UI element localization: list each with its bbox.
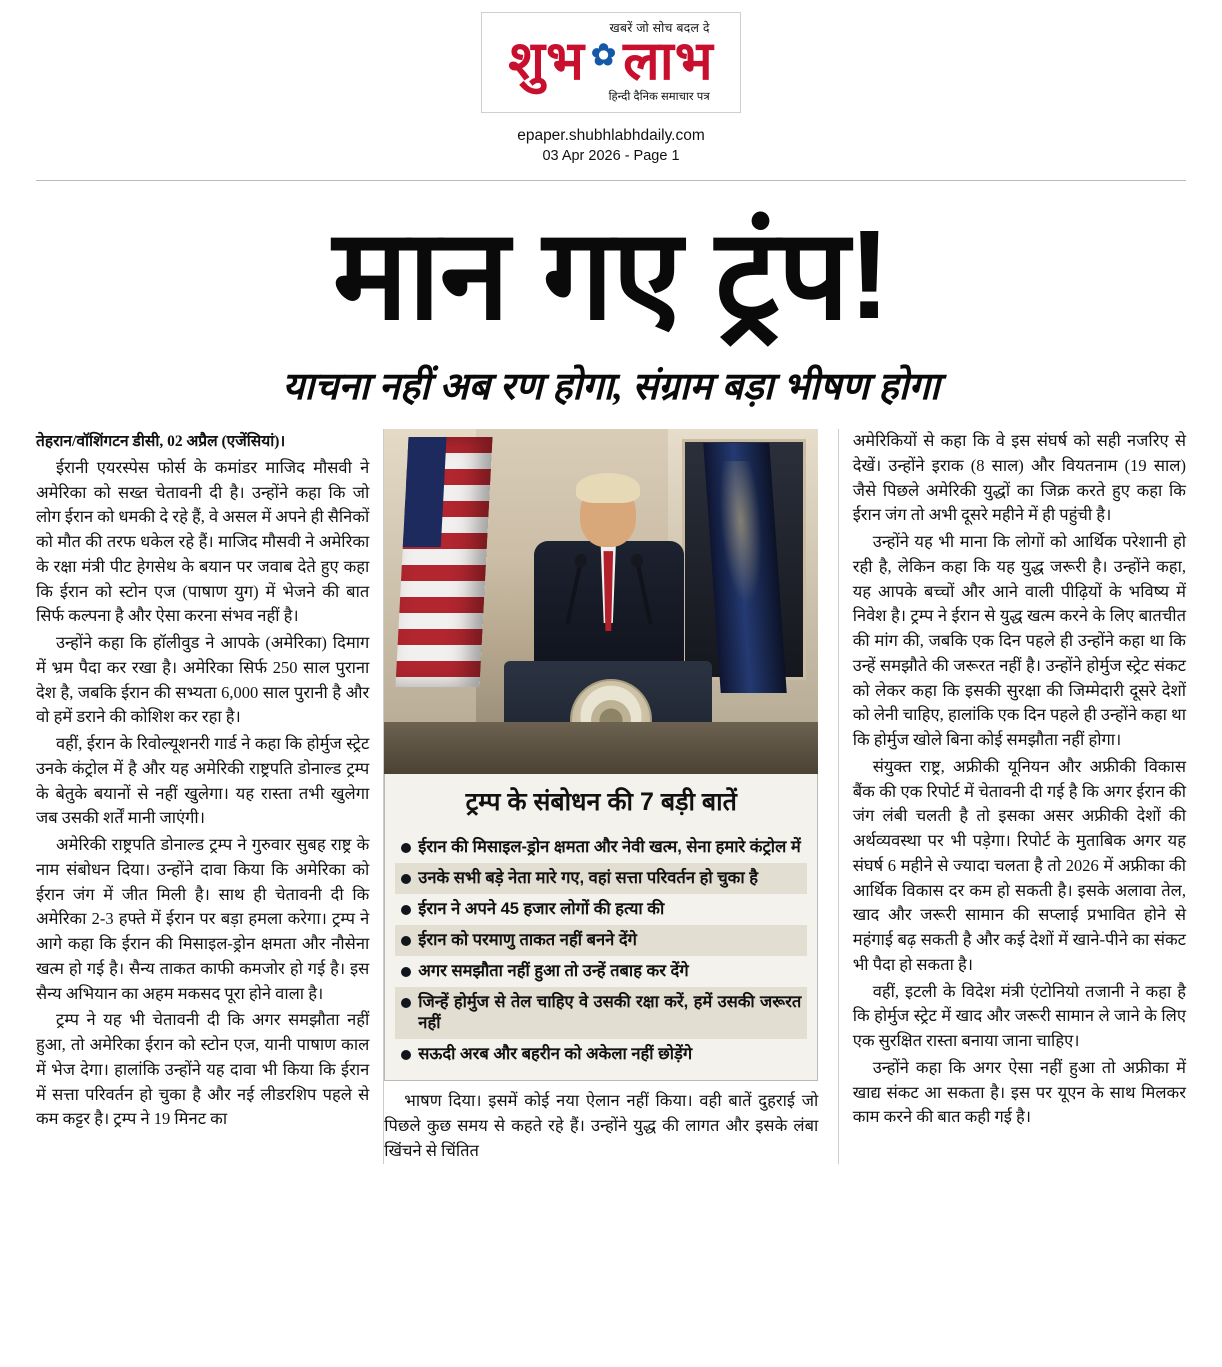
- highlight-text: ईरान की मिसाइल-ड्रोन क्षमता और नेवी खत्म, सेना हमारे कंट्रोल में: [418, 837, 801, 856]
- bullet-icon: [401, 1050, 411, 1060]
- logo-word-left: शुभ: [508, 31, 585, 91]
- article-paragraph: [36, 429, 369, 454]
- masthead-divider: [36, 180, 1186, 181]
- newspaper-logo: [481, 12, 740, 113]
- logo-tagline-bottom: हिन्दी दैनिक समाचार पत्र: [608, 91, 710, 103]
- main-headline: मान गए ट्रंप!: [332, 204, 890, 345]
- list-item: [395, 894, 807, 925]
- column-right: [838, 429, 1186, 1164]
- article-body: [36, 429, 1186, 1164]
- center-continued-text: [384, 1089, 818, 1163]
- article-paragraph: ट्रम्प ने यह भी चेतावनी दी कि अगर समझौता नहीं हुआ, तो अमेरिका ईरान को स्टोन एज, यानी पाषाण काल में भेज देगा। हालांकि उन्होंने यह दावा भी किया कि ईरान में सत्ता परिवर्तन हो चुका है और नई लीडरशिप पहले से कम कट्टर है। ट्रम्प ने 19 मिनट का: [36, 1010, 370, 1129]
- photo-floor: [384, 722, 818, 774]
- bullet-icon: [401, 905, 411, 915]
- list-item: [395, 832, 807, 863]
- article-paragraph: अमेरिकी राष्ट्रपति डोनाल्ड ट्रम्प ने गुरुवार सुबह राष्ट्र के नाम संबोधन दिया। उन्होंने दावा किया कि अमेरिका को ईरान जंग में जीत मिली है। साथ ही चेतावनी दी कि अमेरिका 2-3 हफ्ते में ईरान पर बड़ा हमला करेगा। ट्रम्प ने आगे कहा कि ईरान की मिसाइल-ड्रोन क्षमता और नौसेना खत्म हो गई है। सैन्य ताकत काफी कमजोर हो गई है। इस सैन्य अभियान का अहम मकसद पूरा होने वाला है।: [36, 835, 370, 1003]
- highlights-box: [384, 774, 818, 1081]
- bullet-icon: [401, 998, 411, 1008]
- highlight-text: उनके सभी बड़े नेता मारे गए, वहां सत्ता परिवर्तन हो चुका है: [418, 868, 758, 887]
- article-paragraph: वहीं, इटली के विदेश मंत्री एंटोनियो तजानी ने कहा है कि होर्मुज स्ट्रेट में खाद और जरूरी सामान ले जाने के लिए एक सुरक्षित रास्ता बनाया जाना चाहिए।: [852, 981, 1186, 1051]
- bullet-icon: [401, 874, 411, 884]
- column-center: [384, 429, 837, 1164]
- speaker-hair: [576, 473, 640, 503]
- list-item: [395, 1039, 807, 1070]
- epaper-url: epaper.shubhlabhdaily.com: [517, 127, 705, 144]
- logo-tagline-top: खबरें जो सोच बदल दे: [609, 21, 710, 35]
- highlights-title: ट्रम्प के संबोधन की 7 बड़ी बातें: [465, 788, 737, 817]
- epaper-date-page: 03 Apr 2026 - Page 1: [542, 148, 680, 164]
- logo-word-right: लाभ: [623, 31, 714, 91]
- article-paragraph: भाषण दिया। इसमें कोई नया ऐलान नहीं किया। वही बातें दुहराई जो पिछले कुछ समय से कहते रहे हैं। उन्होंने युद्ध की लागत और इसके लंबा खिंचने से चिंतित: [384, 1091, 819, 1160]
- article-paragraph: वहीं, ईरान के रिवोल्यूशनरी गार्ड ने कहा कि होर्मुज स्ट्रेट उनके कंट्रोल में है और यह अमेरिकी राष्ट्रपति डोनाल्ड ट्रम्प के बेतुके बयानों से नहीं खुलेगा। यह रास्ता तभी खुलेगा जब उसकी शर्तें मानी जाएंगी।: [36, 734, 370, 828]
- list-item: [395, 987, 807, 1039]
- list-item: [395, 925, 807, 956]
- bullet-icon: [401, 936, 411, 946]
- article-paragraph: उन्होंने कहा कि अगर ऐसा नहीं हुआ तो अफ्रीका में खाद्य संकट आ सकता है। इस पर यूएन के साथ मिलकर काम करने की बात कही गई है।: [852, 1057, 1186, 1127]
- highlight-text: ईरान को परमाणु ताकत नहीं बनने देंगे: [418, 930, 637, 949]
- highlight-text: जिन्हें होर्मुज से तेल चाहिए वे उसकी रक्षा करें, हमें उसकी जरूरत नहीं: [418, 993, 802, 1033]
- highlight-text: ईरान ने अपने 45 हजार लोगों की हत्या की: [418, 899, 665, 918]
- article-paragraph: उन्होंने कहा कि हॉलीवुड ने आपके (अमेरिका) दिमाग में भ्रम पैदा कर रखा है। अमेरिका सिर्फ 250 साल पुराना देश है, जबकि ईरान की सभ्यता 6,000 साल पुरानी है और वो हमें डराने की कोशिश कर रहा है।: [36, 633, 370, 727]
- list-item: [395, 956, 807, 987]
- article-paragraph: ईरानी एयरस्पेस फोर्स के कमांडर माजिद मौसवी ने अमेरिका को सख्त चेतावनी दी है। उन्होंने कहा कि जो लोग ईरान को धमकी दे रहे हैं, वे असल में अपने ही सैनिकों को मौत की तरफ धकेल रहे हैं। माजिद मौसवी ने अमेरिका के रक्षा मंत्री पीट हेगसेथ के बयान पर जवाब देते हुए कहा कि ईरान को स्टोन एज (पाषाण युग) में भेजने की बात सिर्फ कल्पना है और ऐसा करना संभव नहीं है।: [36, 457, 370, 626]
- us-flag: [396, 437, 493, 687]
- ganesh-swirl-icon: ✿: [590, 39, 618, 72]
- highlight-text: अगर समझौता नहीं हुआ तो उन्हें तबाह कर देंगे: [418, 962, 689, 981]
- article-paragraph: उन्होंने यह भी माना कि लोगों को आर्थिक परेशानी हो रही है, लेकिन कहा कि यह युद्ध जरूरी है। उन्होंने कहा, यह आपके बच्चों और आने वाली पीढ़ियों के भविष्य में निवेश है। ट्रम्प ने ईरान से युद्ध खत्म करने के लिए बातचीत की मांग की, जबकि एक दिन पहले ही उन्होंने कहा था कि उन्हें समझौते की जरूरत नहीं है। उन्होंने होर्मुज स्ट्रेट संकट को लेकर कहा कि इसकी सुरक्षा की जिम्मेदारी दूसरे देशों को लेनी चाहिए, हालांकि एक दिन पहले ही उन्होंने कहा था कि होर्मुज खोले बिना कोई समझौता नहीं होगा।: [852, 532, 1186, 750]
- bullet-icon: [401, 967, 411, 977]
- trump-address-photo: [384, 429, 818, 774]
- article-paragraph: अमेरिकियों से कहा कि वे इस संघर्ष को सही नजरिए से देखें। उन्होंने इराक (8 साल) और वियतनाम (19 साल) जैसे पिछले अमेरिकी युद्धों का जिक्र करते हुए कहा कि ईरान जंग तो अभी दूसरे महीने में ही पहुंची है।: [852, 431, 1186, 525]
- logo-wordmark: [508, 31, 714, 91]
- article-paragraph: संयुक्त राष्ट्र, अफ्रीकी यूनियन और अफ्रीकी विकास बैंक की एक रिपोर्ट में चेतावनी दी गई है कि अगर ईरान की जंग लंबी चलती है तो इसका असर अफ्रीकी देशों की अर्थव्यवस्था पर भी पड़ेगा। रिपोर्ट के मुताबिक अगर यह संघर्ष 6 महीने से ज्यादा चलता है तो 2026 में अफ्रीका की आर्थिक विकास दर कम हो सकती है। इसके अलावा तेल, खाद और जरूरी सामान की सप्लाई प्रभावित होने से महंगाई बढ़ सकती है और कई देशों में खाने-पीने का संकट भी पैदा हो सकता है।: [852, 756, 1186, 974]
- list-item: [395, 863, 807, 894]
- bullet-icon: [401, 843, 411, 853]
- dateline: तेहरान/वॉशिंगटन डीसी, 02 अप्रैल (एजेंसियां)।: [36, 433, 286, 451]
- column-left: [36, 429, 384, 1164]
- sub-headline: याचना नहीं अब रण होगा, संग्राम बड़ा भीषण होगा: [282, 366, 940, 409]
- highlight-text: सऊदी अरब और बहरीन को अकेला नहीं छोड़ेंगे: [418, 1045, 693, 1064]
- masthead: [36, 0, 1186, 164]
